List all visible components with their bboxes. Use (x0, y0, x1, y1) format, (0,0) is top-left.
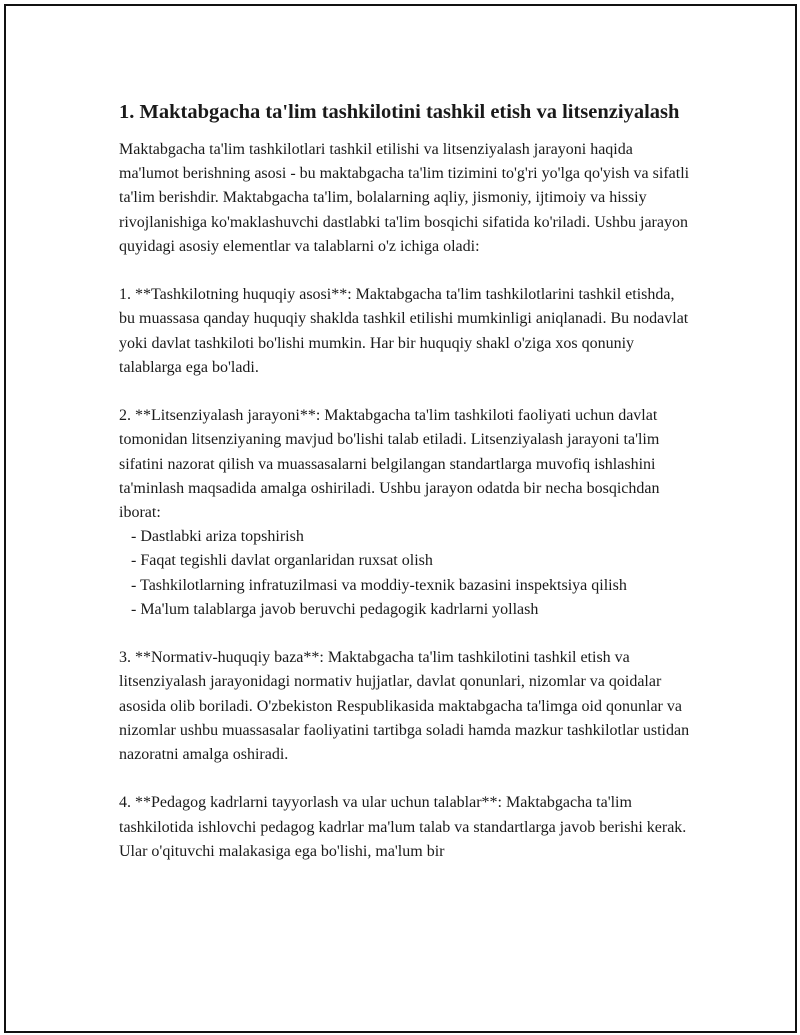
sub-item-1: - Dastlabki ariza topshirish (131, 528, 304, 546)
document-body (119, 98, 694, 864)
intro-paragraph: Maktabgacha ta'lim tashkilotlari tashkil etilishi va litsenziyalash jarayoni haqida ma'lumot berishning asosi - bu maktabgacha ta'lim tizimini to'g'ri yo'lga qo'yish va sifatli ta'lim berishdir. Maktabgacha ta'lim, bolalarning aqliy, jismoniy, ijtimoiy va hissiy rivojlanishiga ko'maklashuvchi dastlabki ta'lim bosqichi sifatida ko'riladi. Ushbu jarayon quyidagi asosiy elementlar va talablarni o'z ichiga oladi: (119, 141, 690, 255)
spacer (119, 259, 694, 283)
document-title: 1. Maktabgacha ta'lim tashkilotini tashkil etish va litsenziyalash (119, 101, 680, 123)
list-item-1: 1. **Tashkilotning huquqiy asosi**: Maktabgacha ta'lim tashkilotlarini tashkil etishda, bu muassasa qanday huquqiy shaklda tashkil etilishi mumkinligi aniqlanadi. Bu nodavlat yoki davlat tashkiloti bo'lishi mumkin. Har bir huquqiy shakl o'ziga xos qonuniy talablarga ega bo'ladi. (119, 286, 689, 376)
spacer (119, 622, 694, 646)
spacer (119, 767, 694, 791)
spacer (119, 380, 694, 404)
sub-item-3: - Tashkilotlarning infratuzilmasi va moddiy-texnik bazasini inspektsiya qilish (131, 576, 627, 594)
sub-item-2: - Faqat tegishli davlat organlaridan ruxsat olish (131, 552, 433, 570)
list-item-2: 2. **Litsenziyalash jarayoni**: Maktabgacha ta'lim tashkiloti faoliyati uchun davlat tomonidan litsenziyaning mavjud bo'lishi talab etiladi. Litsenziyalash jarayoni ta'lim sifatini nazorat qilish va muassasalarni belgilangan standartlarga muvofiq ishlashini ta'minlash maqsadida amalga oshiriladi. Ushbu jarayon odatda bir necha bosqichdan iborat: (119, 407, 660, 522)
page-frame (4, 4, 797, 1033)
list-item-3: 3. **Normativ-huquqiy baza**: Maktabgacha ta'lim tashkilotini tashkil etish va litsenziyalash jarayonidagi normativ hujjatlar, davlat qonunlari, nizomlar va qoidalar asosida olib boriladi. O'zbekiston Respublikasida maktabgacha ta'limga oid qonunlar va nizomlar ushbu muassasalar faoliyatini tartibga soladi hamda mazkur tashkilotlar ustidan nazoratni amalga oshiradi. (119, 649, 690, 764)
list-item-4: 4. **Pedagog kadrlarni tayyorlash va ular uchun talablar**: Maktabgacha ta'lim tashkilotida ishlovchi pedagog kadrlar ma'lum talab va standartlarga javob berishi kerak. Ular o'qituvchi malakasiga ega bo'lishi, ma'lum bir (119, 794, 687, 860)
sub-item-4: - Ma'lum talablarga javob beruvchi pedagogik kadrlarni yollash (131, 600, 539, 618)
